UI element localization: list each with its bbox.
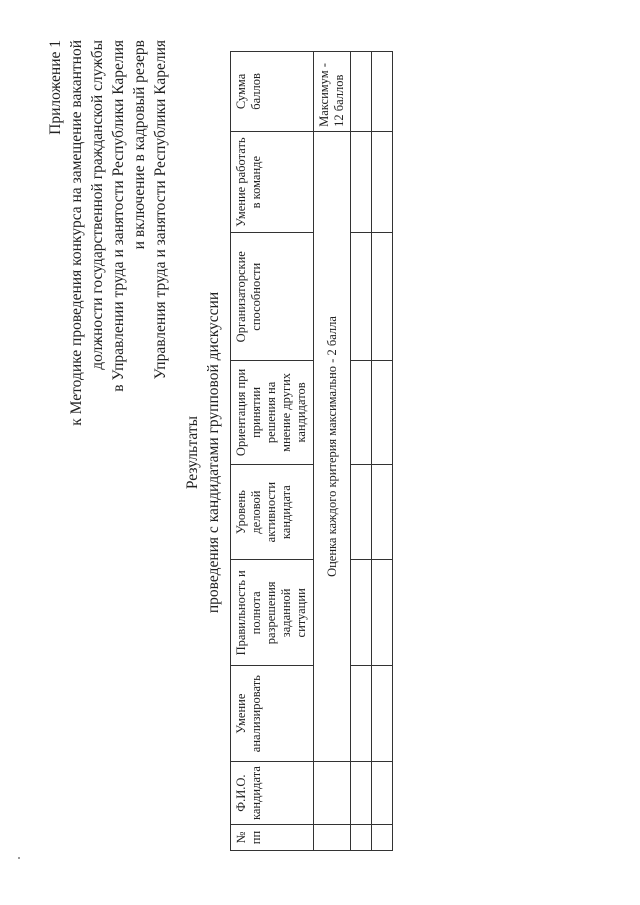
table-cell bbox=[351, 464, 372, 560]
table-row bbox=[351, 52, 372, 851]
header-total-score: Сумма баллов bbox=[231, 52, 314, 132]
results-table bbox=[230, 51, 393, 851]
appendix-header bbox=[45, 40, 171, 426]
table-header-row bbox=[231, 52, 314, 851]
table-cell bbox=[372, 825, 393, 851]
appendix-line: и включение в кадровый резерв bbox=[131, 40, 148, 250]
table-cell bbox=[372, 666, 393, 762]
table-cell bbox=[351, 762, 372, 825]
table-cell bbox=[372, 52, 393, 132]
max-score-note: Максимум - 12 баллов bbox=[314, 52, 351, 132]
table-cell bbox=[372, 560, 393, 666]
header-candidate-name: Ф.И.О. кандидата bbox=[231, 762, 314, 825]
table-cell bbox=[372, 464, 393, 560]
header-decision-orientation: Ориентация при принятии решения на мнение других кандидатов bbox=[231, 361, 314, 465]
table-cell bbox=[351, 666, 372, 762]
table-cell bbox=[314, 762, 351, 825]
header-analysis-skill: Умение анализировать bbox=[231, 666, 314, 762]
appendix-line: к Методике проведения конкурса на замещение вакантной bbox=[68, 40, 85, 426]
table-row bbox=[314, 52, 351, 851]
table-cell bbox=[314, 825, 351, 851]
scan-speck bbox=[18, 857, 20, 859]
header-teamwork: Умение работать в команде bbox=[231, 131, 314, 233]
appendix-line: Управления труда и занятости Республики Карелия bbox=[152, 40, 169, 380]
appendix-line: Приложение 1 bbox=[47, 40, 64, 135]
table-cell bbox=[351, 52, 372, 132]
table-cell bbox=[372, 361, 393, 465]
table-cell bbox=[351, 233, 372, 361]
table-cell bbox=[351, 361, 372, 465]
table-cell bbox=[372, 233, 393, 361]
appendix-line: должности государственной гражданской службы bbox=[89, 40, 106, 370]
results-title-line1: Результаты bbox=[184, 415, 201, 490]
header-organizational-skills: Организаторские способности bbox=[231, 233, 314, 361]
score-note: Оценка каждого критерия максимально - 2 балла bbox=[314, 131, 351, 761]
results-title bbox=[182, 0, 224, 905]
table-cell bbox=[351, 131, 372, 233]
table-row bbox=[372, 52, 393, 851]
appendix-line: в Управлении труда и занятости Республики Карелия bbox=[110, 40, 127, 392]
header-situation-resolution: Правильность и полнота разрешения заданной ситуации bbox=[231, 560, 314, 666]
table-cell bbox=[351, 825, 372, 851]
table-cell bbox=[351, 560, 372, 666]
table-cell bbox=[372, 762, 393, 825]
results-title-line2: проведения с кандидатами групповой дискуссии bbox=[205, 291, 222, 614]
header-business-activity: Уровень деловой активности кандидата bbox=[231, 464, 314, 560]
table-cell bbox=[372, 131, 393, 233]
header-number: № пп bbox=[231, 825, 314, 851]
